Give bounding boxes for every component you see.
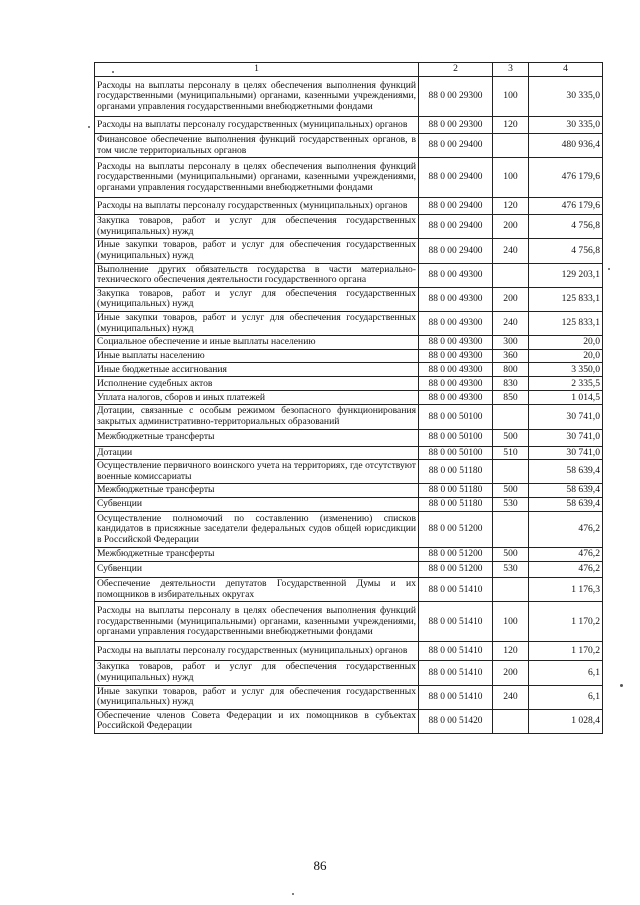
row-description: Закупка товаров, работ и услуг для обеспечения государственных (муниципальных) нужд — [95, 287, 419, 311]
row-expense-type: 530 — [493, 498, 529, 512]
row-expense-type: 120 — [493, 117, 529, 134]
table-row — [95, 117, 603, 134]
row-amount: 476 179,6 — [529, 158, 603, 198]
row-expense-type: 240 — [493, 311, 529, 335]
row-expense-type: 800 — [493, 363, 529, 377]
row-description: Межбюджетные трансферты — [95, 429, 419, 446]
table-header-row — [95, 63, 603, 77]
row-description: Иные выплаты населению — [95, 349, 419, 363]
table-row — [95, 311, 603, 335]
row-target-code: 88 0 00 50100 — [419, 405, 493, 429]
row-amount: 6,1 — [529, 661, 603, 685]
row-expense-type: 100 — [493, 602, 529, 642]
row-description: Межбюджетные трансферты — [95, 484, 419, 498]
row-target-code: 88 0 00 49300 — [419, 349, 493, 363]
table-row — [95, 349, 603, 363]
row-description: Расходы на выплаты персоналу в целях обеспечения выполнения функций государственными (муниципальными) органами, казенными учреждениями, органами управления государственными внебюджетными фондами — [95, 77, 419, 117]
header-col-3: 3 — [493, 63, 529, 77]
row-expense-type: 120 — [493, 198, 529, 215]
row-target-code: 88 0 00 51420 — [419, 709, 493, 733]
table-row — [95, 215, 603, 239]
table-row — [95, 263, 603, 287]
row-description: Расходы на выплаты персоналу государственных (муниципальных) органов — [95, 642, 419, 661]
row-target-code: 88 0 00 51410 — [419, 642, 493, 661]
scan-speck — [112, 71, 114, 73]
row-description: Расходы на выплаты персоналу государственных (муниципальных) органов — [95, 198, 419, 215]
row-expense-type: 510 — [493, 446, 529, 460]
row-description: Уплата налогов, сборов и иных платежей — [95, 391, 419, 405]
row-target-code: 88 0 00 49300 — [419, 391, 493, 405]
row-description: Обеспечение деятельности депутатов Государственной Думы и их помощников в избирательных округах — [95, 578, 419, 602]
table-row — [95, 158, 603, 198]
table-row — [95, 685, 603, 709]
row-expense-type: 240 — [493, 239, 529, 263]
row-target-code: 88 0 00 29400 — [419, 134, 493, 158]
row-target-code: 88 0 00 50100 — [419, 429, 493, 446]
row-amount: 30 741,0 — [529, 429, 603, 446]
row-description: Обеспечение членов Совета Федерации и их помощников в субъектах Российской Федерации — [95, 709, 419, 733]
row-expense-type — [493, 709, 529, 733]
row-amount: 58 639,4 — [529, 484, 603, 498]
row-target-code: 88 0 00 29400 — [419, 239, 493, 263]
row-expense-type — [493, 460, 529, 484]
row-expense-type: 360 — [493, 349, 529, 363]
table-row — [95, 578, 603, 602]
row-amount: 3 350,0 — [529, 363, 603, 377]
row-description: Субвенции — [95, 498, 419, 512]
row-description: Иные бюджетные ассигнования — [95, 363, 419, 377]
row-amount: 125 833,1 — [529, 287, 603, 311]
row-expense-type: 120 — [493, 642, 529, 661]
budget-table — [94, 62, 603, 734]
row-expense-type — [493, 134, 529, 158]
row-description: Социальное обеспечение и иные выплаты населению — [95, 336, 419, 350]
table-row — [95, 134, 603, 158]
row-target-code: 88 0 00 51410 — [419, 602, 493, 642]
row-amount: 476,2 — [529, 562, 603, 578]
row-target-code: 88 0 00 49300 — [419, 311, 493, 335]
row-target-code: 88 0 00 51200 — [419, 562, 493, 578]
table-row — [95, 429, 603, 446]
table-row — [95, 377, 603, 391]
row-expense-type: 830 — [493, 377, 529, 391]
row-target-code: 88 0 00 29300 — [419, 117, 493, 134]
row-expense-type — [493, 405, 529, 429]
table-row — [95, 642, 603, 661]
row-expense-type: 530 — [493, 562, 529, 578]
row-amount: 58 639,4 — [529, 498, 603, 512]
table-row — [95, 562, 603, 578]
row-description: Межбюджетные трансферты — [95, 548, 419, 562]
row-description: Расходы на выплаты персоналу государственных (муниципальных) органов — [95, 117, 419, 134]
table-row — [95, 239, 603, 263]
row-expense-type — [493, 512, 529, 548]
row-description: Иные закупки товаров, работ и услуг для обеспечения государственных (муниципальных) нужд — [95, 685, 419, 709]
row-expense-type: 300 — [493, 336, 529, 350]
table-row — [95, 77, 603, 117]
row-target-code: 88 0 00 29400 — [419, 198, 493, 215]
row-amount: 1 014,5 — [529, 391, 603, 405]
row-amount: 476 179,6 — [529, 198, 603, 215]
row-amount: 30 741,0 — [529, 446, 603, 460]
row-expense-type: 200 — [493, 215, 529, 239]
table-row — [95, 661, 603, 685]
row-amount: 6,1 — [529, 685, 603, 709]
row-amount: 1 028,4 — [529, 709, 603, 733]
row-description: Финансовое обеспечение выполнения функций государственных органов, в том числе территориальных органов — [95, 134, 419, 158]
row-amount: 1 170,2 — [529, 602, 603, 642]
row-description: Закупка товаров, работ и услуг для обеспечения государственных (муниципальных) нужд — [95, 215, 419, 239]
row-description: Исполнение судебных актов — [95, 377, 419, 391]
row-description: Дотации, связанные с особым режимом безопасного функционирования закрытых административно-территориальных образований — [95, 405, 419, 429]
row-target-code: 88 0 00 49300 — [419, 377, 493, 391]
row-description: Закупка товаров, работ и услуг для обеспечения государственных (муниципальных) нужд — [95, 661, 419, 685]
row-amount: 30 741,0 — [529, 405, 603, 429]
table-row — [95, 602, 603, 642]
table-row — [95, 512, 603, 548]
table-row — [95, 363, 603, 377]
row-expense-type: 100 — [493, 158, 529, 198]
row-amount: 1 170,2 — [529, 642, 603, 661]
row-expense-type: 500 — [493, 484, 529, 498]
table-row — [95, 446, 603, 460]
table-row — [95, 336, 603, 350]
row-amount: 30 335,0 — [529, 77, 603, 117]
row-amount: 20,0 — [529, 336, 603, 350]
row-description: Выполнение других обязательств государства в части материально-технического обеспечения деятельности государственного органа — [95, 263, 419, 287]
scan-speck — [620, 684, 623, 687]
table-row — [95, 198, 603, 215]
row-description: Осуществление первичного воинского учета на территориях, где отсутствуют военные комиссариаты — [95, 460, 419, 484]
row-target-code: 88 0 00 50100 — [419, 446, 493, 460]
row-expense-type: 500 — [493, 548, 529, 562]
row-target-code: 88 0 00 29400 — [419, 158, 493, 198]
table-row — [95, 460, 603, 484]
header-col-1: 1 — [95, 63, 419, 77]
row-target-code: 88 0 00 51200 — [419, 548, 493, 562]
row-amount: 20,0 — [529, 349, 603, 363]
row-expense-type: 850 — [493, 391, 529, 405]
row-amount: 129 203,1 — [529, 263, 603, 287]
row-amount: 1 176,3 — [529, 578, 603, 602]
row-target-code: 88 0 00 51180 — [419, 460, 493, 484]
row-description: Дотации — [95, 446, 419, 460]
row-expense-type: 100 — [493, 77, 529, 117]
row-amount: 30 335,0 — [529, 117, 603, 134]
row-target-code: 88 0 00 51410 — [419, 685, 493, 709]
row-target-code: 88 0 00 49300 — [419, 287, 493, 311]
row-amount: 58 639,4 — [529, 460, 603, 484]
row-amount: 476,2 — [529, 548, 603, 562]
scan-speck — [292, 893, 294, 895]
table-row — [95, 287, 603, 311]
table-row — [95, 484, 603, 498]
table-row — [95, 709, 603, 733]
table-row — [95, 405, 603, 429]
table-row — [95, 548, 603, 562]
page-number: 86 — [313, 858, 327, 873]
row-target-code: 88 0 00 51410 — [419, 661, 493, 685]
row-description: Осуществление полномочий по составлению (изменению) списков кандидатов в присяжные заседатели федеральных судов общей юрисдикции в Российской Федерации — [95, 512, 419, 548]
scan-speck — [608, 268, 610, 270]
table-row — [95, 391, 603, 405]
row-target-code: 88 0 00 51180 — [419, 498, 493, 512]
row-description: Иные закупки товаров, работ и услуг для обеспечения государственных (муниципальных) нужд — [95, 311, 419, 335]
row-amount: 4 756,8 — [529, 215, 603, 239]
row-target-code: 88 0 00 49300 — [419, 336, 493, 350]
row-amount: 4 756,8 — [529, 239, 603, 263]
row-description: Расходы на выплаты персоналу в целях обеспечения выполнения функций государственными (муниципальными) органами, казенными учреждениями, органами управления государственными внебюджетными фондами — [95, 602, 419, 642]
row-target-code: 88 0 00 51410 — [419, 578, 493, 602]
scan-speck — [88, 126, 90, 128]
row-description: Субвенции — [95, 562, 419, 578]
row-target-code: 88 0 00 49300 — [419, 263, 493, 287]
row-expense-type: 200 — [493, 661, 529, 685]
row-expense-type — [493, 578, 529, 602]
row-description: Расходы на выплаты персоналу в целях обеспечения выполнения функций государственными (муниципальными) органами, казенными учреждениями, органами управления государственными внебюджетными фондами — [95, 158, 419, 198]
row-target-code: 88 0 00 49300 — [419, 363, 493, 377]
header-col-2: 2 — [419, 63, 493, 77]
row-expense-type: 500 — [493, 429, 529, 446]
row-target-code: 88 0 00 51180 — [419, 484, 493, 498]
header-col-4: 4 — [529, 63, 603, 77]
row-expense-type: 240 — [493, 685, 529, 709]
row-amount: 2 335,5 — [529, 377, 603, 391]
row-expense-type: 200 — [493, 287, 529, 311]
row-target-code: 88 0 00 51200 — [419, 512, 493, 548]
row-target-code: 88 0 00 29400 — [419, 215, 493, 239]
row-amount: 476,2 — [529, 512, 603, 548]
row-expense-type — [493, 263, 529, 287]
row-description: Иные закупки товаров, работ и услуг для обеспечения государственных (муниципальных) нужд — [95, 239, 419, 263]
row-amount: 125 833,1 — [529, 311, 603, 335]
row-target-code: 88 0 00 29300 — [419, 77, 493, 117]
row-amount: 480 936,4 — [529, 134, 603, 158]
table-row — [95, 498, 603, 512]
